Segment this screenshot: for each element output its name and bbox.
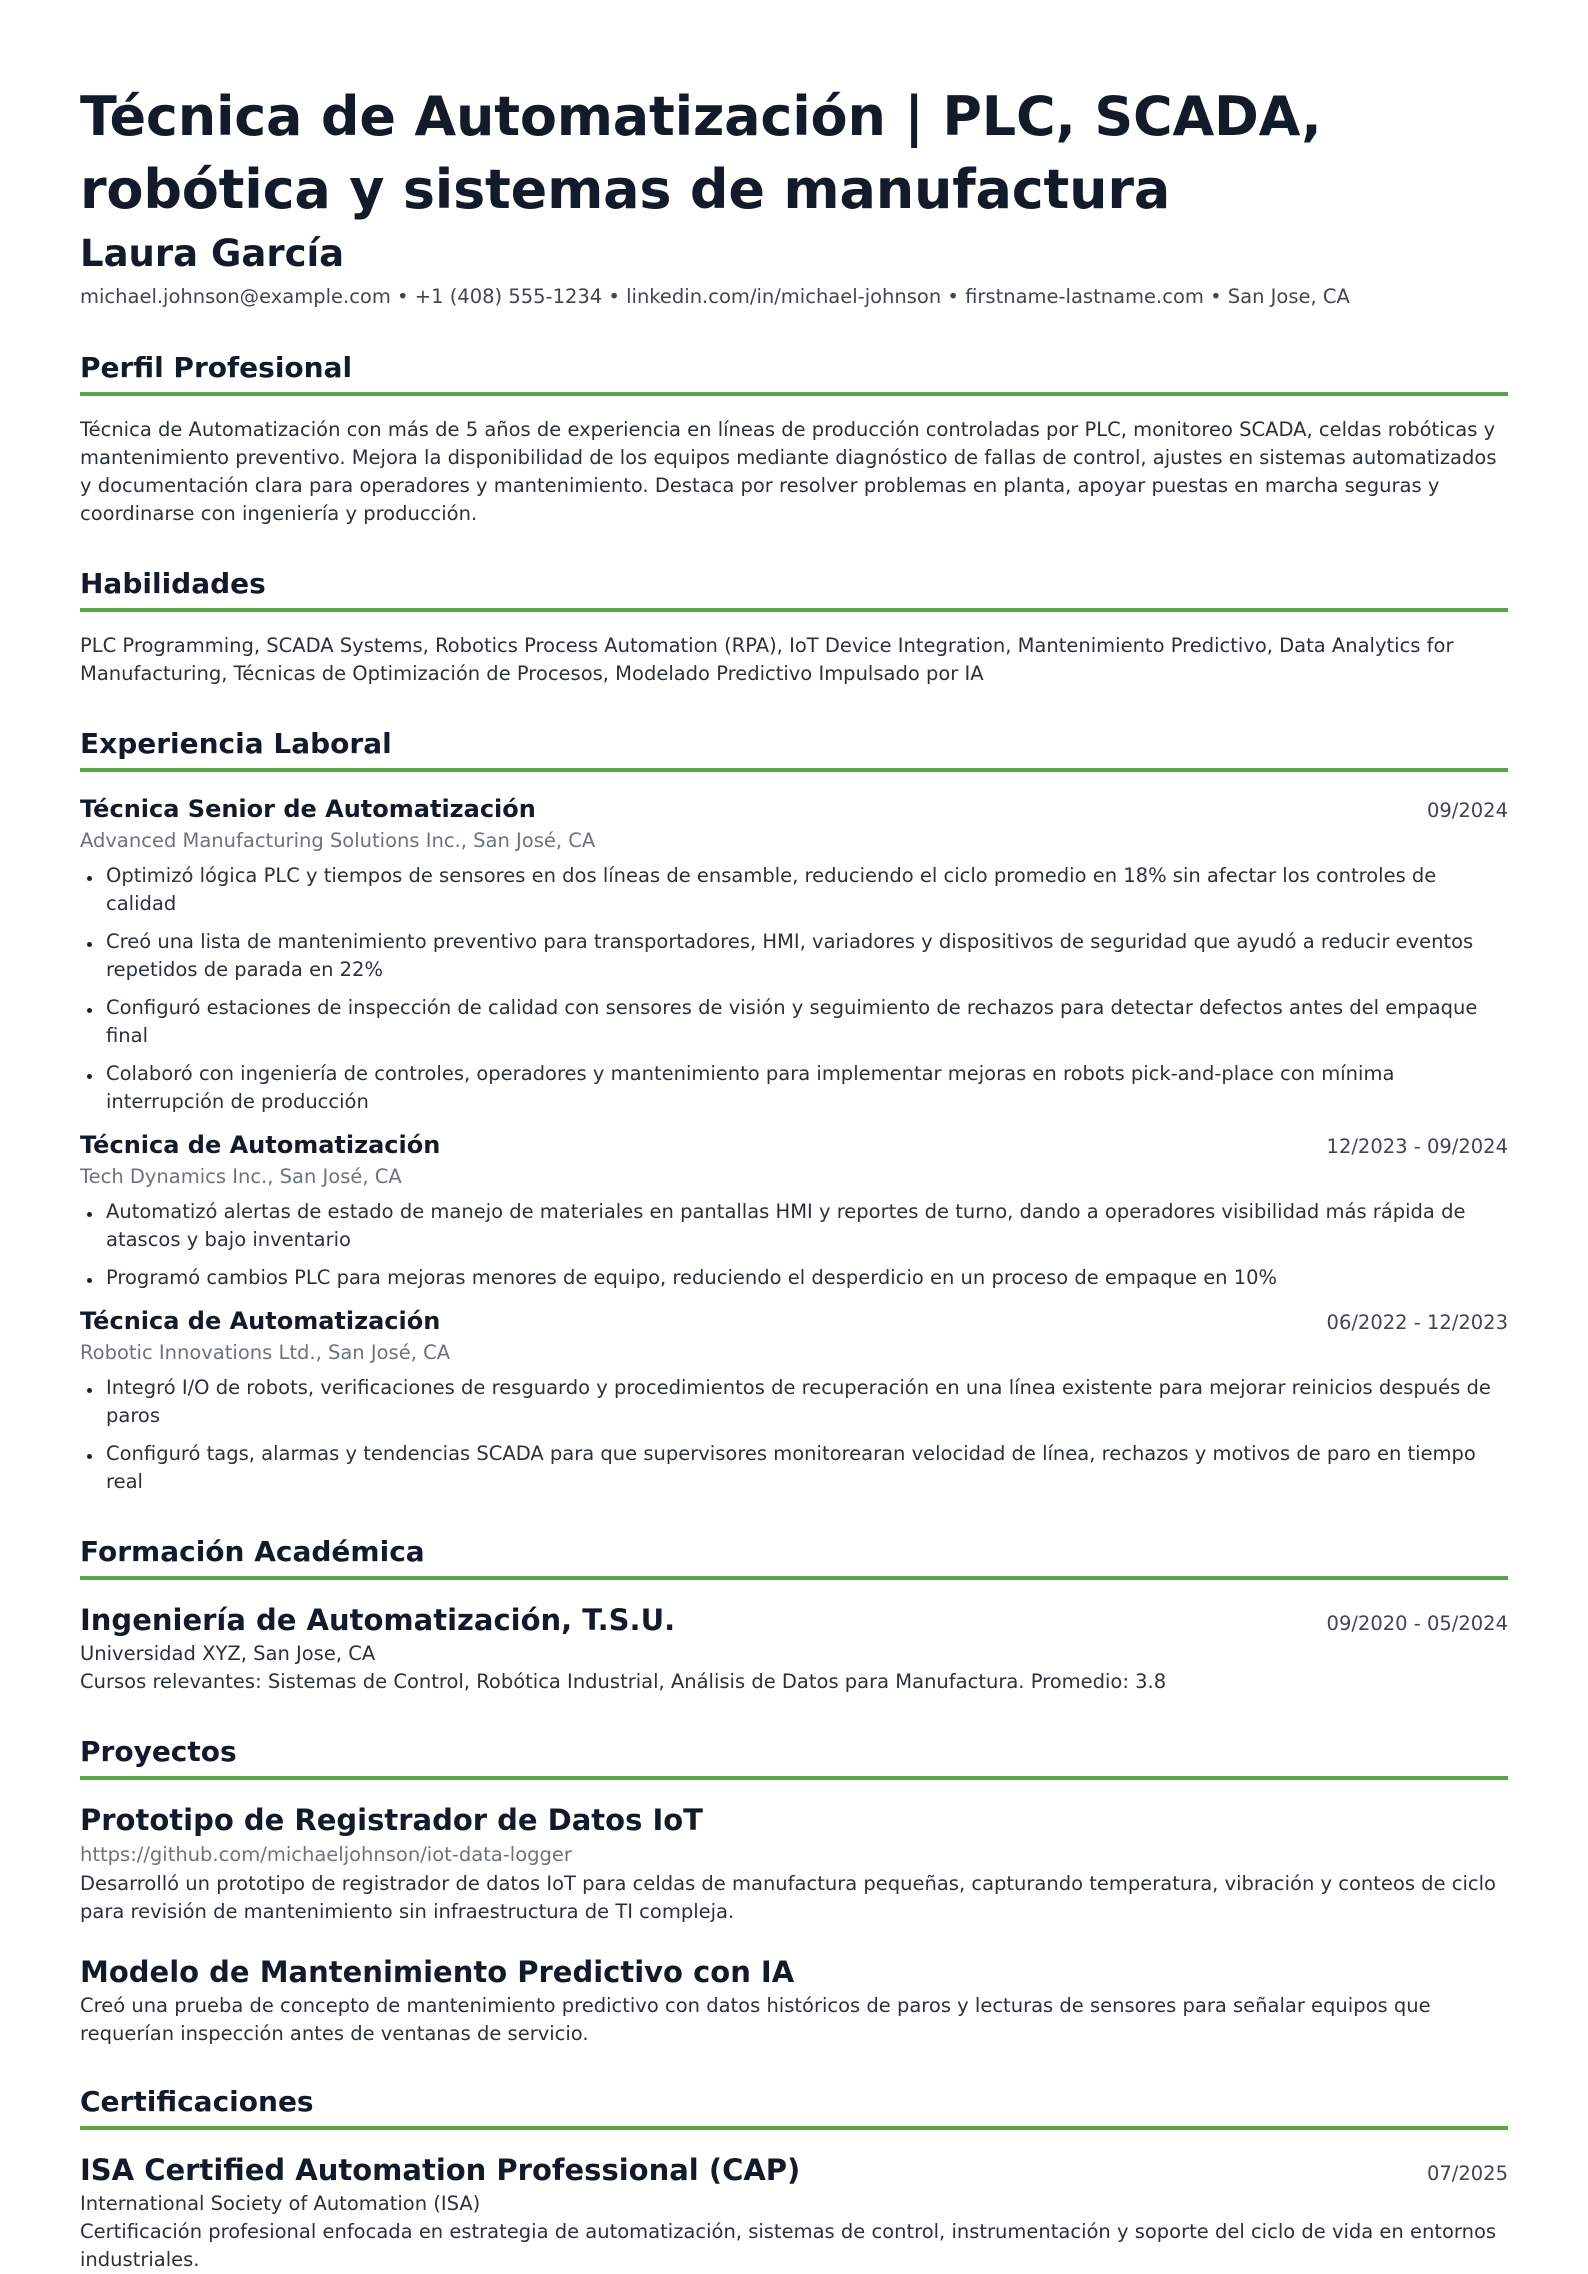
certification-description: Certificación profesional enfocada en estrategia de automatización, sistemas de control, instrumentación y soporte del ciclo de vida en entornos industriales. (80, 2220, 1497, 2271)
profile-section (80, 350, 1508, 528)
bullet-dot-icon (87, 1454, 92, 1459)
contact-line: michael.johnson@example.com • +1 (408) 555-1234 • linkedin.com/in/michael-johnson • firstname-lastname.com • San Jose, CA (80, 285, 1350, 308)
skills-text: PLC Programming, SCADA Systems, Robotics Process Automation (RPA), IoT Device Integration, Mantenimiento Predictivo, Data Analytics for Manufacturing, Técnicas de Optimización de Procesos, Modelado Predictivo Impulsado por IA (80, 634, 1454, 685)
bullet-dot-icon (87, 1008, 92, 1013)
projects-section (80, 1734, 1508, 2048)
bullet-dot-icon (87, 876, 92, 881)
education-section (80, 1534, 1508, 1696)
bullet-text: Programó cambios PLC para mejoras menores de equipo, reduciendo el desperdicio en un proceso de empaque en 10% (106, 1266, 1278, 1289)
job-title: Técnica de Automatización (80, 1131, 441, 1159)
job-date: 09/2024 (1426, 799, 1508, 822)
bullet-dot-icon (87, 1212, 92, 1217)
school-name: Universidad XYZ, San Jose, CA (80, 1642, 376, 1665)
job-bullet (80, 1374, 1508, 1430)
bullet-dot-icon (87, 1074, 92, 1079)
bullet-text: Integró I/O de robots, verificaciones de resguardo y procedimientos de recuperación en una línea existente para mejorar reinicios después de paros (106, 1376, 1491, 1427)
job-bullets (80, 1374, 1508, 1496)
job-bullet (80, 1060, 1508, 1116)
education-details: Cursos relevantes: Sistemas de Control, Robótica Industrial, Análisis de Datos para Manufactura. Promedio: 3.8 (80, 1670, 1167, 1693)
job-bullet (80, 862, 1508, 918)
bullet-dot-icon (87, 1278, 92, 1283)
project-name: Prototipo de Registrador de Datos IoT (80, 1803, 703, 1837)
project-description: Desarrolló un prototipo de registrador de datos IoT para celdas de manufactura pequeñas, capturando temperatura, vibración y conteos de ciclo para revisión de mantenimiento sin infraestructura de TI compleja. (80, 1872, 1496, 1923)
skills-section (80, 566, 1508, 688)
skills-title: Habilidades (80, 566, 1508, 612)
profile-text: Técnica de Automatización con más de 5 años de experiencia en líneas de producción controladas por PLC, monitoreo SCADA, celdas robóticas y mantenimiento preventivo. Mejora la disponibilidad de los equipos mediante diagnóstico de fallas de control, ajustes en sistemas automatizados y documentación clara para operadores y mantenimiento. Destaca por resolver problemas en planta, apoyar puestas en marcha seguras y coordinarse con ingeniería y producción. (80, 418, 1497, 525)
job-bullet (80, 1264, 1508, 1292)
job-bullets (80, 862, 1508, 1116)
job-entry (80, 1128, 1508, 1292)
project-link[interactable]: https://github.com/michaeljohnson/iot-data-logger (80, 1843, 572, 1866)
job-date: 12/2023 - 09/2024 (1326, 1135, 1508, 1158)
headline: Técnica de Automatización | PLC, SCADA, robótica y sistemas de manufactura (80, 85, 1322, 221)
job-company: Advanced Manufacturing Solutions Inc., San José, CA (80, 829, 596, 852)
project-name: Modelo de Mantenimiento Predictivo con IA (80, 1955, 795, 1989)
job-company: Tech Dynamics Inc., San José, CA (80, 1165, 402, 1188)
project-entry (80, 1952, 1508, 2048)
certifications-section (80, 2084, 1508, 2274)
bullet-text: Configuró tags, alarmas y tendencias SCADA para que supervisores monitorearan velocidad de línea, rechazos y motivos de paro en tiempo real (106, 1442, 1476, 1493)
project-description: Creó una prueba de concepto de mantenimiento predictivo con datos históricos de paros y lecturas de sensores para señalar equipos que requerían inspección antes de ventanas de servicio. (80, 1994, 1431, 2045)
education-title: Formación Académica (80, 1534, 1508, 1580)
job-entry (80, 1304, 1508, 1496)
bullet-text: Creó una lista de mantenimiento preventivo para transportadores, HMI, variadores y dispositivos de seguridad que ayudó a reducir eventos repetidos de parada en 22% (106, 930, 1474, 981)
candidate-name: Laura García (80, 232, 345, 275)
job-bullet (80, 994, 1508, 1050)
job-date: 06/2022 - 12/2023 (1326, 1311, 1508, 1334)
bullet-text: Colaboró con ingeniería de controles, operadores y mantenimiento para implementar mejoras en robots pick-and-place con mínima interrupción de producción (106, 1062, 1395, 1113)
certification-name: ISA Certified Automation Professional (CAP) (80, 2153, 801, 2187)
bullet-dot-icon (87, 942, 92, 947)
job-title: Técnica de Automatización (80, 1307, 441, 1335)
job-title: Técnica Senior de Automatización (80, 795, 536, 823)
education-date: 09/2020 - 05/2024 (1326, 1612, 1508, 1635)
bullet-text: Optimizó lógica PLC y tiempos de sensores en dos líneas de ensamble, reduciendo el ciclo promedio en 18% sin afectar los controles de calidad (106, 864, 1437, 915)
job-bullets (80, 1198, 1508, 1292)
profile-title: Perfil Profesional (80, 350, 1508, 396)
projects-title: Proyectos (80, 1734, 1508, 1780)
bullet-text: Automatizó alertas de estado de manejo de materiales en pantallas HMI y reportes de turno, dando a operadores visibilidad más rápida de atascos y bajo inventario (106, 1200, 1466, 1251)
certification-date: 07/2025 (1426, 2162, 1508, 2185)
job-entry (80, 792, 1508, 1116)
certifications-title: Certificaciones (80, 2084, 1508, 2130)
project-entry (80, 1800, 1508, 1926)
certification-issuer: International Society of Automation (ISA) (80, 2192, 481, 2215)
experience-title: Experiencia Laboral (80, 726, 1508, 772)
job-bullet (80, 1198, 1508, 1254)
degree-title: Ingeniería de Automatización, T.S.U. (80, 1603, 676, 1637)
experience-section (80, 726, 1508, 1496)
bullet-dot-icon (87, 1388, 92, 1393)
job-bullet (80, 928, 1508, 984)
bullet-text: Configuró estaciones de inspección de calidad con sensores de visión y seguimiento de rechazos para detectar defectos antes del empaque final (106, 996, 1478, 1047)
job-company: Robotic Innovations Ltd., San José, CA (80, 1341, 451, 1364)
job-bullet (80, 1440, 1508, 1496)
